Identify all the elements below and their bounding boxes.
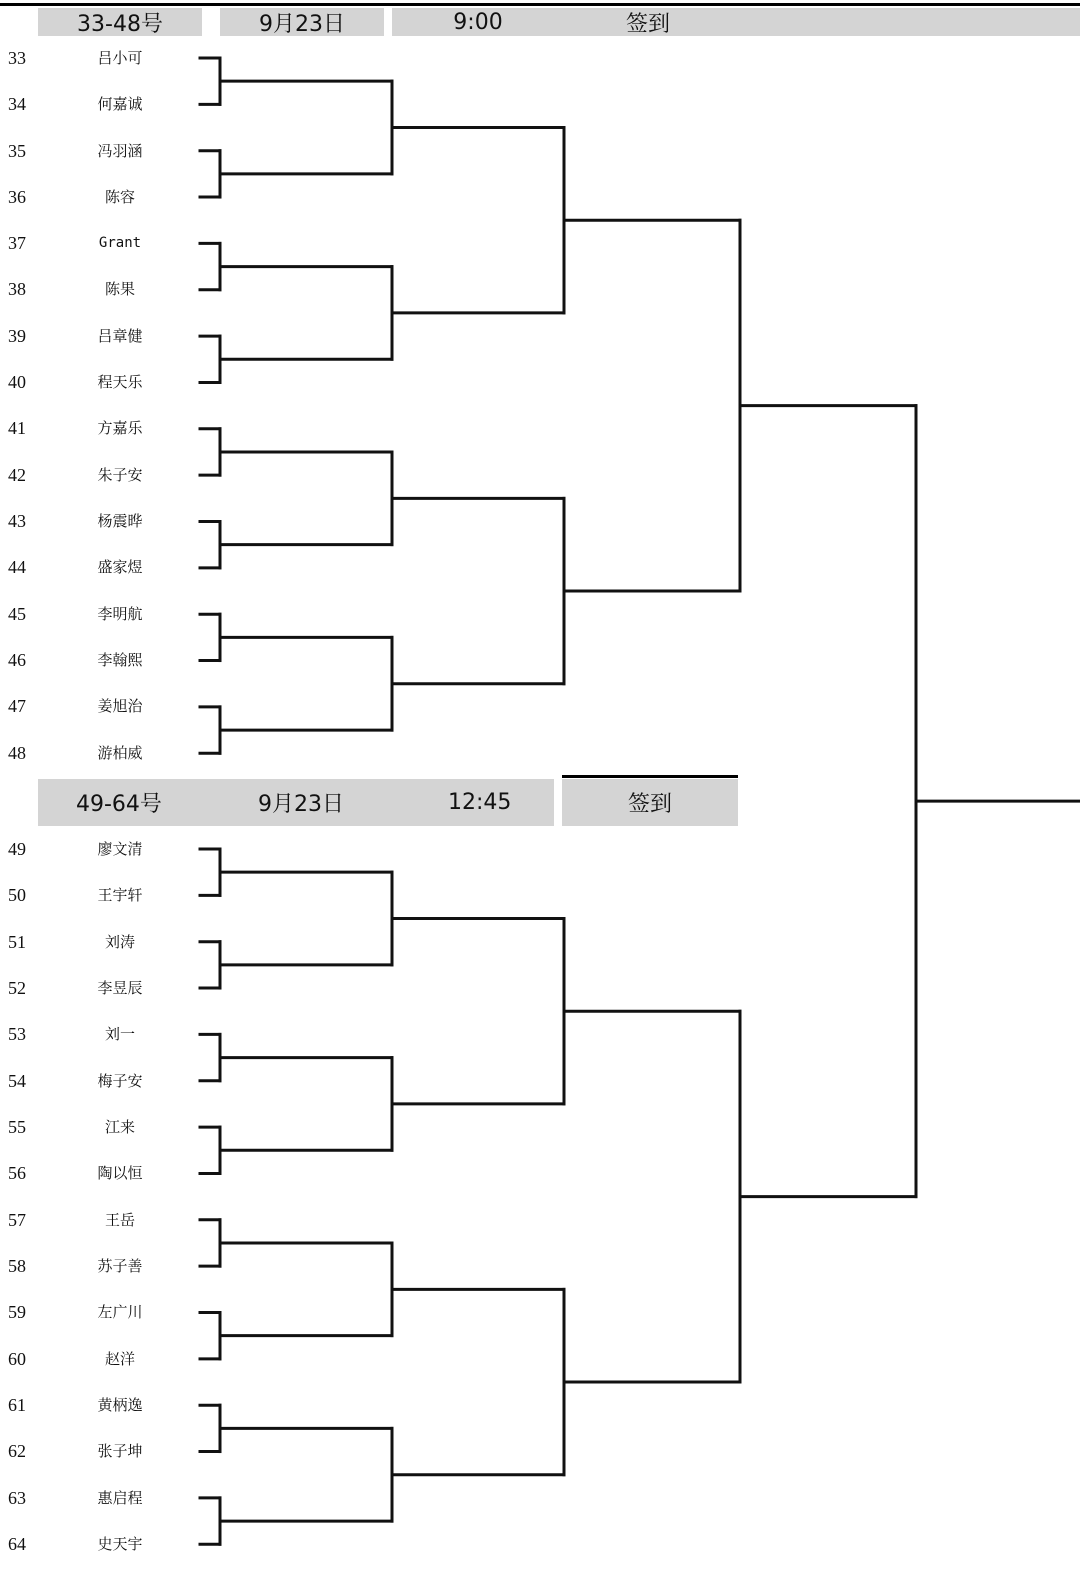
- player-name: 陈果: [104, 280, 135, 298]
- seed-number: 49: [8, 839, 26, 859]
- player-name: 李昱辰: [97, 979, 143, 997]
- seed-number: 34: [8, 94, 26, 114]
- player-name: 惠启程: [97, 1489, 143, 1507]
- seed-number: 37: [8, 233, 26, 253]
- seed-number: 64: [8, 1534, 26, 1554]
- player-name: 吕章健: [97, 327, 143, 345]
- player-name: 冯羽涵: [97, 142, 143, 160]
- seed-number: 44: [8, 557, 26, 577]
- seed-number: 38: [8, 279, 26, 299]
- player-name: 何嘉诚: [97, 95, 143, 113]
- player-name: 李翰熙: [97, 651, 143, 669]
- player-name: 朱子安: [97, 466, 143, 484]
- seed-number: 42: [8, 465, 26, 485]
- player-name: 方嘉乐: [97, 419, 143, 437]
- section2-time: 12:45: [448, 790, 512, 815]
- player-name: 李明航: [97, 605, 143, 623]
- seed-number: 60: [8, 1349, 26, 1369]
- seed-number: 53: [8, 1024, 26, 1044]
- seed-number: 51: [8, 932, 26, 952]
- section2-date: 9月23日: [258, 792, 344, 817]
- seed-number: 41: [8, 418, 26, 438]
- seed-number: 45: [8, 604, 26, 624]
- seed-number: 36: [8, 187, 26, 207]
- seed-number: 56: [8, 1163, 26, 1183]
- player-name: 程天乐: [97, 373, 143, 391]
- player-name: 张子坤: [97, 1442, 143, 1460]
- seed-number: 62: [8, 1441, 26, 1461]
- player-name: 王宇轩: [97, 886, 143, 904]
- seed-number: 46: [8, 650, 26, 670]
- section1-date: 9月23日: [259, 11, 345, 37]
- player-name: 王岳: [104, 1211, 135, 1229]
- player-name: Grant: [98, 235, 142, 251]
- section1-signin: 签到: [626, 11, 671, 37]
- player-name: 姜旭治: [97, 697, 143, 715]
- seed-number: 33: [8, 48, 26, 68]
- section2-range: 49-64号: [76, 792, 162, 817]
- seed-number: 43: [8, 511, 26, 531]
- seed-number: 48: [8, 743, 26, 763]
- seed-number: 54: [8, 1071, 26, 1091]
- player-name: 刘涛: [104, 933, 135, 951]
- seed-number: 35: [8, 141, 26, 161]
- section1-range: 33-48号: [77, 11, 163, 37]
- player-name: 盛家煜: [97, 558, 143, 576]
- player-name: 史天宇: [97, 1535, 143, 1553]
- seed-number: 47: [8, 696, 26, 716]
- player-name: 刘一: [104, 1025, 135, 1043]
- player-name: 陶以恒: [97, 1164, 143, 1182]
- player-name: 杨震晔: [97, 512, 143, 530]
- seed-number: 63: [8, 1488, 26, 1508]
- player-name: 陈容: [104, 188, 135, 206]
- player-name: 苏子善: [97, 1257, 143, 1275]
- player-name: 江来: [104, 1118, 135, 1136]
- player-name: 游柏威: [97, 744, 143, 762]
- seed-number: 50: [8, 885, 26, 905]
- player-name: 黄柄逸: [97, 1396, 143, 1414]
- seed-number: 40: [8, 372, 26, 392]
- player-name: 廖文清: [97, 840, 143, 858]
- seed-number: 55: [8, 1117, 26, 1137]
- player-name: 左广川: [97, 1303, 143, 1321]
- seed-number: 39: [8, 326, 26, 346]
- seed-number: 58: [8, 1256, 26, 1276]
- player-name: 吕小可: [97, 49, 143, 67]
- seed-number: 52: [8, 978, 26, 998]
- section1-time: 9:00: [453, 9, 503, 35]
- seed-number: 61: [8, 1395, 26, 1415]
- player-name: 赵洋: [104, 1350, 135, 1368]
- seed-number: 57: [8, 1210, 26, 1230]
- player-name: 梅子安: [97, 1072, 143, 1090]
- seed-number: 59: [8, 1302, 26, 1322]
- section2-signin: 签到: [627, 792, 672, 817]
